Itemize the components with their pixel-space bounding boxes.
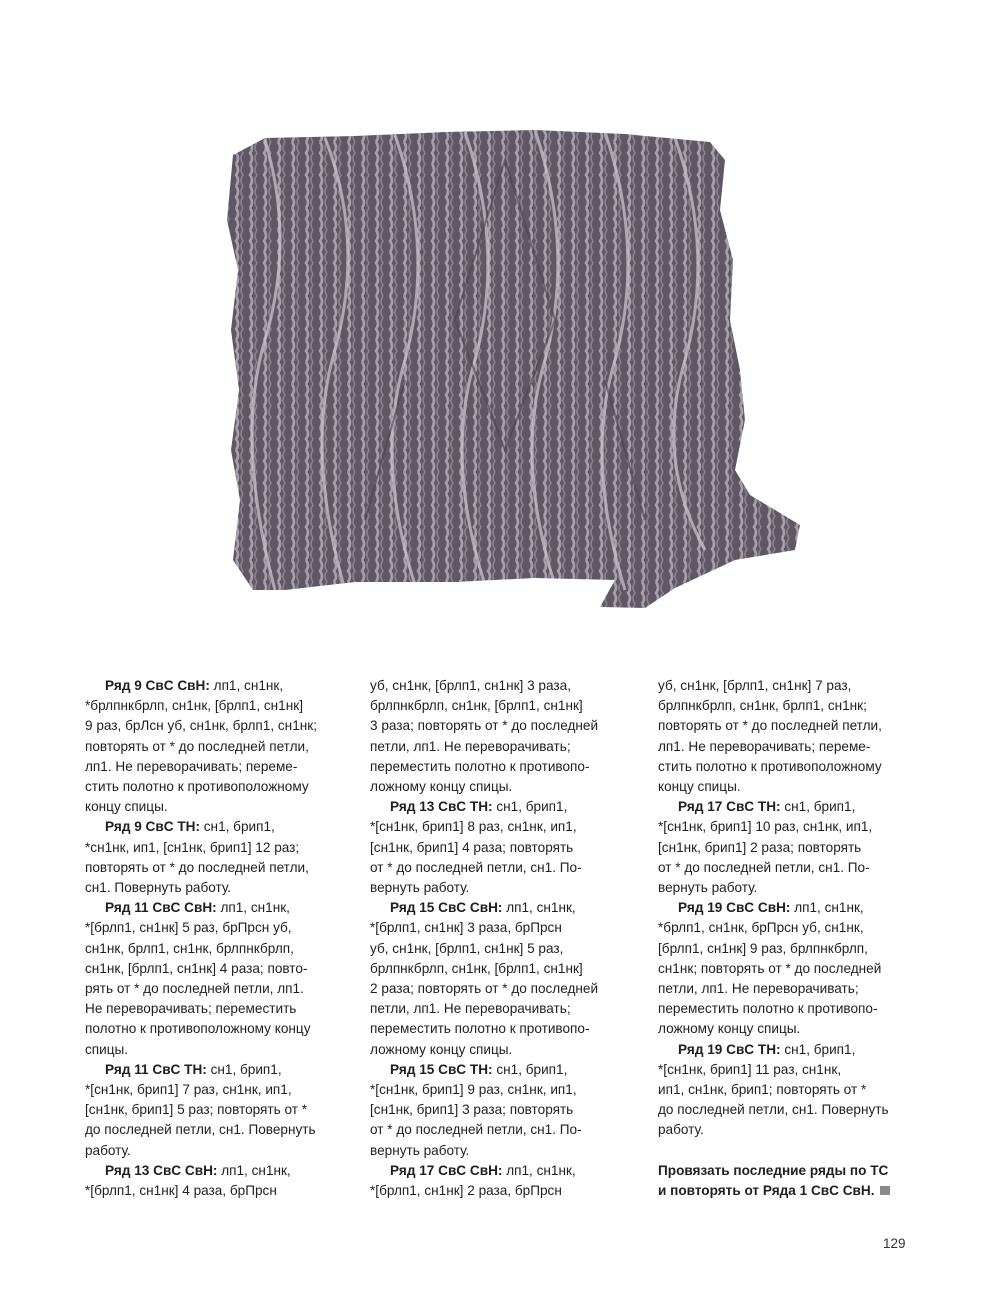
row-label: Ряд 13 СвС СвН:	[105, 1162, 218, 1178]
row-label: Ряд 9 СвС СвН:	[105, 678, 210, 693]
instruction-row-19-rs-dk	[658, 1040, 923, 1141]
text-line: [брлп1, сн1нк] 9 раз, брлпнкбрлп,	[658, 940, 868, 956]
instruction-continuation	[658, 676, 923, 797]
text-line: лп1. Не переворачивать; переме-	[658, 738, 871, 754]
instructions-column-1	[85, 676, 350, 1201]
text-line: 2 раза; повторять от * до последней	[370, 981, 599, 997]
text-line: [сн1нк, брип1] 4 раза; повторять	[370, 839, 574, 855]
text-line: сн1, брип1,	[780, 799, 856, 815]
instructions-column-2	[370, 676, 635, 1201]
text-line: Провязать последние ряды по ТС	[658, 1162, 889, 1178]
text-line: петли, лп1. Не переворачивать;	[658, 981, 859, 997]
text-line: работу.	[658, 1122, 704, 1138]
text-line: повторять от * до последней петли,	[85, 738, 309, 754]
text-line: *сн1нк, ип1, [сн1нк, брип1] 12 раз;	[85, 839, 300, 855]
text-line: стить полотно к противоположному	[85, 779, 309, 795]
final-instruction	[658, 1161, 923, 1201]
text-line: *[сн1нк, брип1] 7 раз, сн1нк, ип1,	[85, 1082, 292, 1098]
text-line: и повторять от Ряда 1 СвС СвН.	[658, 1182, 875, 1198]
row-label: Ряд 13 СвС ТН:	[390, 799, 493, 815]
text-line: лп1, сн1нк,	[216, 900, 290, 916]
row-label: Ряд 11 СвС ТН:	[105, 1061, 207, 1077]
text-line: *брлп1, сн1нк, брПрсн уб, сн1нк,	[658, 920, 864, 936]
text-line: переместить полотно к противопо-	[658, 1001, 878, 1017]
text-line: переместить полотно к противопо-	[370, 758, 590, 774]
text-line: переместить полотно к противопо-	[370, 1021, 590, 1037]
text-line: лп1, сн1нк,	[217, 1162, 291, 1178]
text-line: полотно к противоположному концу	[85, 1021, 311, 1037]
text-line: работу.	[85, 1142, 131, 1158]
text-line: концу спицы.	[85, 799, 168, 815]
text-line: до последней петли, сн1. Повернуть	[85, 1122, 316, 1138]
text-line: повторять от * до последней петли,	[658, 718, 882, 734]
text-line: от * до последней петли, сн1. По-	[658, 859, 870, 875]
instruction-row-11-rs-dk	[85, 1060, 350, 1161]
row-label: Ряд 15 СвС ТН:	[390, 1061, 493, 1077]
text-line: вернуть работу.	[658, 880, 758, 896]
text-line: *брлпнкбрлп, сн1нк, [брлп1, сн1нк]	[85, 698, 303, 714]
text-line: Не переворачивать; переместить	[85, 1001, 297, 1017]
row-label: Ряд 17 СвС СвН:	[390, 1162, 503, 1178]
instruction-row-11-rs-lt	[85, 898, 350, 1060]
text-line: вернуть работу.	[370, 1142, 470, 1158]
text-line: ложному концу спицы.	[370, 779, 513, 795]
text-line: 9 раз, брЛсн уб, сн1нк, брлп1, сн1нк;	[85, 718, 317, 734]
text-line: уб, сн1нк, [брлп1, сн1нк] 5 раз,	[370, 940, 564, 956]
row-label: Ряд 19 СвС СвН:	[678, 900, 791, 916]
text-line: 3 раза; повторять от * до последней	[370, 718, 599, 734]
text-line: брлпнкбрлп, сн1нк, [брлп1, сн1нк]	[370, 960, 583, 976]
instruction-row-15-rs-lt	[370, 898, 635, 1060]
text-line: лп1, сн1нк,	[209, 678, 284, 693]
knitted-swatch-photo	[205, 120, 805, 615]
instructions-column-3	[658, 676, 923, 1201]
text-line: *[брлп1, сн1нк] 4 раза, брПрсн	[85, 1183, 277, 1199]
text-line: *[сн1нк, брип1] 10 раз, сн1нк, ип1,	[658, 819, 873, 835]
text-line: *[сн1нк, брип1] 9 раз, сн1нк, ип1,	[370, 1082, 577, 1098]
text-line: сн1нк, [брлп1, сн1нк] 4 раза; повто-	[85, 960, 308, 976]
row-label: Ряд 9 СвС ТН:	[105, 819, 200, 835]
text-line: стить полотно к противоположному	[658, 758, 882, 774]
text-line: лп1, сн1нк,	[502, 1162, 576, 1178]
text-line: до последней петли, сн1. Повернуть	[658, 1102, 889, 1118]
end-square-icon	[880, 1186, 890, 1195]
instruction-row-17-rs-lt	[370, 1161, 635, 1201]
text-line: лп1, сн1нк,	[790, 900, 864, 916]
text-line: сн1, брип1,	[492, 799, 568, 815]
text-line: сн1, брип1,	[206, 1061, 282, 1077]
text-line: вернуть работу.	[370, 880, 470, 896]
page-number: 129	[883, 1236, 906, 1251]
text-line: *[брлп1, сн1нк] 3 раза, брПрсн	[370, 920, 562, 936]
row-label: Ряд 17 СвС ТН:	[678, 799, 781, 815]
text-line: концу спицы.	[658, 779, 741, 795]
text-line: лп1. Не переворачивать; переме-	[85, 758, 298, 774]
instruction-row-9-rs-dk	[85, 817, 350, 898]
instruction-row-15-rs-dk	[370, 1060, 635, 1161]
row-label: Ряд 15 СвС СвН:	[390, 900, 503, 916]
row-label: Ряд 19 СвС ТН:	[678, 1041, 781, 1057]
text-line: сн1. Повернуть работу.	[85, 880, 232, 896]
text-line: *[сн1нк, брип1] 11 раз, сн1нк,	[658, 1061, 842, 1077]
text-line: повторять от * до последней петли,	[85, 859, 309, 875]
text-line: ип1, сн1нк, брип1; повторять от *	[658, 1082, 867, 1098]
text-line: сн1, брип1,	[199, 819, 275, 835]
text-line: петли, лп1. Не переворачивать;	[370, 738, 571, 754]
text-line: сн1, брип1,	[780, 1041, 856, 1057]
instruction-row-19-rs-lt	[658, 898, 923, 1039]
text-line: ложному концу спицы.	[658, 1021, 801, 1037]
text-line: сн1, брип1,	[492, 1061, 568, 1077]
text-line: петли, лп1. Не переворачивать;	[370, 1001, 571, 1017]
text-line: ложному концу спицы.	[370, 1041, 513, 1057]
text-line: от * до последней петли, сн1. По-	[370, 1122, 582, 1138]
instruction-row-13-rs-dk	[370, 797, 635, 898]
text-line: *[брлп1, сн1нк] 5 раз, брПрсн уб,	[85, 920, 292, 936]
instruction-row-9-rs-lt	[85, 676, 350, 817]
text-line: [сн1нк, брип1] 2 раза; повторять	[658, 839, 862, 855]
text-line: [сн1нк, брип1] 3 раза; повторять	[370, 1102, 574, 1118]
row-label: Ряд 11 СвС СвН:	[105, 900, 217, 916]
text-line: брлпнкбрлп, сн1нк, [брлп1, сн1нк]	[370, 698, 583, 714]
text-line: рять от * до последней петли, лп1.	[85, 981, 304, 997]
text-line: сн1нк, брлп1, сн1нк, брлпнкбрлп,	[85, 940, 294, 956]
text-line: уб, сн1нк, [брлп1, сн1нк] 7 раз,	[658, 678, 852, 693]
text-line: спицы.	[85, 1041, 129, 1057]
text-line: сн1нк; повторять от * до последней	[658, 960, 882, 976]
text-line: *[брлп1, сн1нк] 2 раза, брПрсн	[370, 1183, 562, 1199]
text-line: *[сн1нк, брип1] 8 раз, сн1нк, ип1,	[370, 819, 577, 835]
instruction-row-17-rs-dk	[658, 797, 923, 898]
text-line: уб, сн1нк, [брлп1, сн1нк] 3 раза,	[370, 678, 571, 693]
text-line: от * до последней петли, сн1. По-	[370, 859, 582, 875]
text-line: лп1, сн1нк,	[502, 900, 576, 916]
instruction-continuation	[370, 676, 635, 797]
text-line: [сн1нк, брип1] 5 раз; повторять от *	[85, 1102, 308, 1118]
text-line: брлпнкбрлп, сн1нк, брлп1, сн1нк;	[658, 698, 867, 714]
instruction-row-13-rs-lt	[85, 1161, 350, 1201]
